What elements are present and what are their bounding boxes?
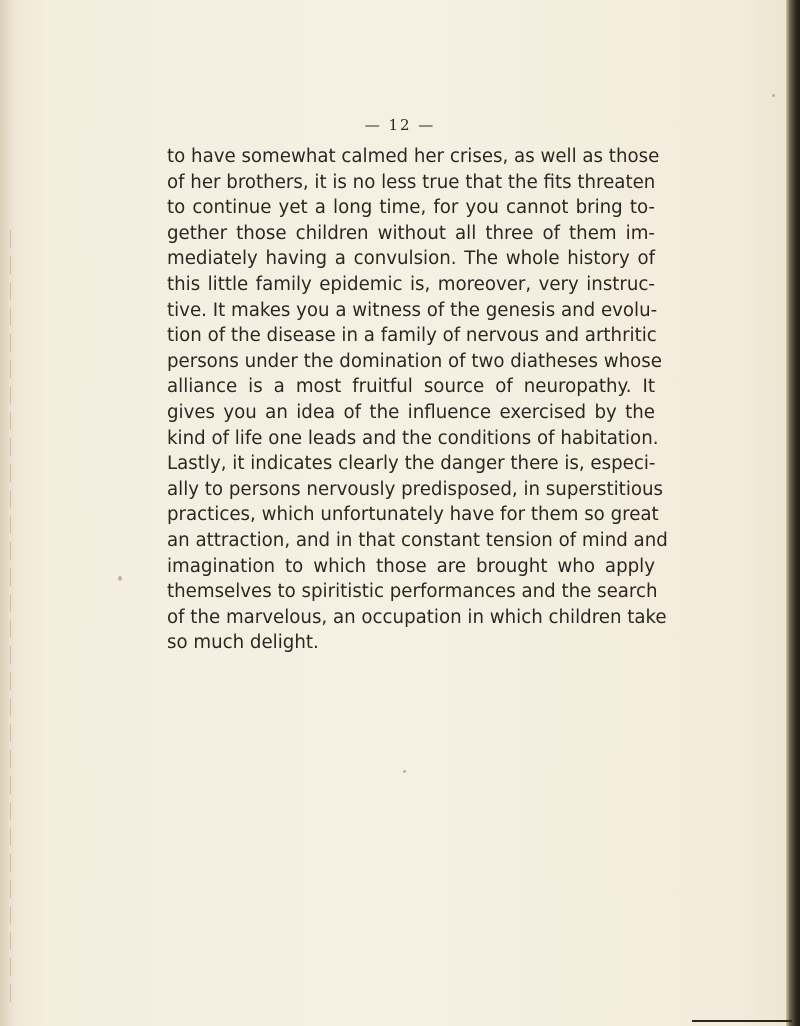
text-line: gether those children without all three of them im- xyxy=(167,222,655,244)
text-line: this little family epidemic is, moreover, very instruc- xyxy=(167,273,655,295)
text-line: persons under the domination of two diatheses whose xyxy=(167,350,662,372)
text-line: to have somewhat calmed her crises, as well as those xyxy=(167,146,660,167)
paper-speck xyxy=(772,94,775,97)
page-edge-rule xyxy=(692,1020,792,1022)
text-line: practices, which unfortunately have for them so great xyxy=(167,504,659,526)
body-paragraph xyxy=(167,144,668,656)
binding-gutter xyxy=(0,0,16,1026)
text-line: gives you an idea of the influence exercised by the xyxy=(167,401,655,423)
text-line: to continue yet a long time, for you cannot bring to- xyxy=(167,197,655,219)
text-line: Lastly, it indicates clearly the danger there is, especi- xyxy=(167,453,656,475)
binding-thread-marks xyxy=(10,230,11,1010)
text-line: of her brothers, it is no less true that the fits threaten xyxy=(167,171,656,193)
paper-speck xyxy=(118,576,122,581)
text-line: kind of life one leads and the conditions of habitation. xyxy=(167,427,659,449)
text-line: themselves to spiritistic performances and the search xyxy=(167,581,658,603)
text-line: tion of the disease in a family of nervous and arthritic xyxy=(167,325,657,347)
paper-speck xyxy=(403,770,406,773)
text-line: an attraction, and in that constant tension of mind and xyxy=(167,529,668,551)
text-line: of the marvelous, an occupation in which children take xyxy=(167,606,667,628)
text-line: alliance is a most fruitful source of neuropathy. It xyxy=(167,376,655,398)
text-line: tive. It makes you a witness of the genesis and evolu- xyxy=(167,299,658,321)
text-line: ally to persons nervously predisposed, in superstitious xyxy=(167,478,663,500)
page-edge-shadow xyxy=(786,0,800,1026)
text-line: imagination to which those are brought who apply xyxy=(167,555,655,577)
text-line: mediately having a convulsion. The whole history of xyxy=(167,248,655,270)
text-line: so much delight. xyxy=(167,632,319,654)
page-number: — 12 — xyxy=(364,116,436,134)
